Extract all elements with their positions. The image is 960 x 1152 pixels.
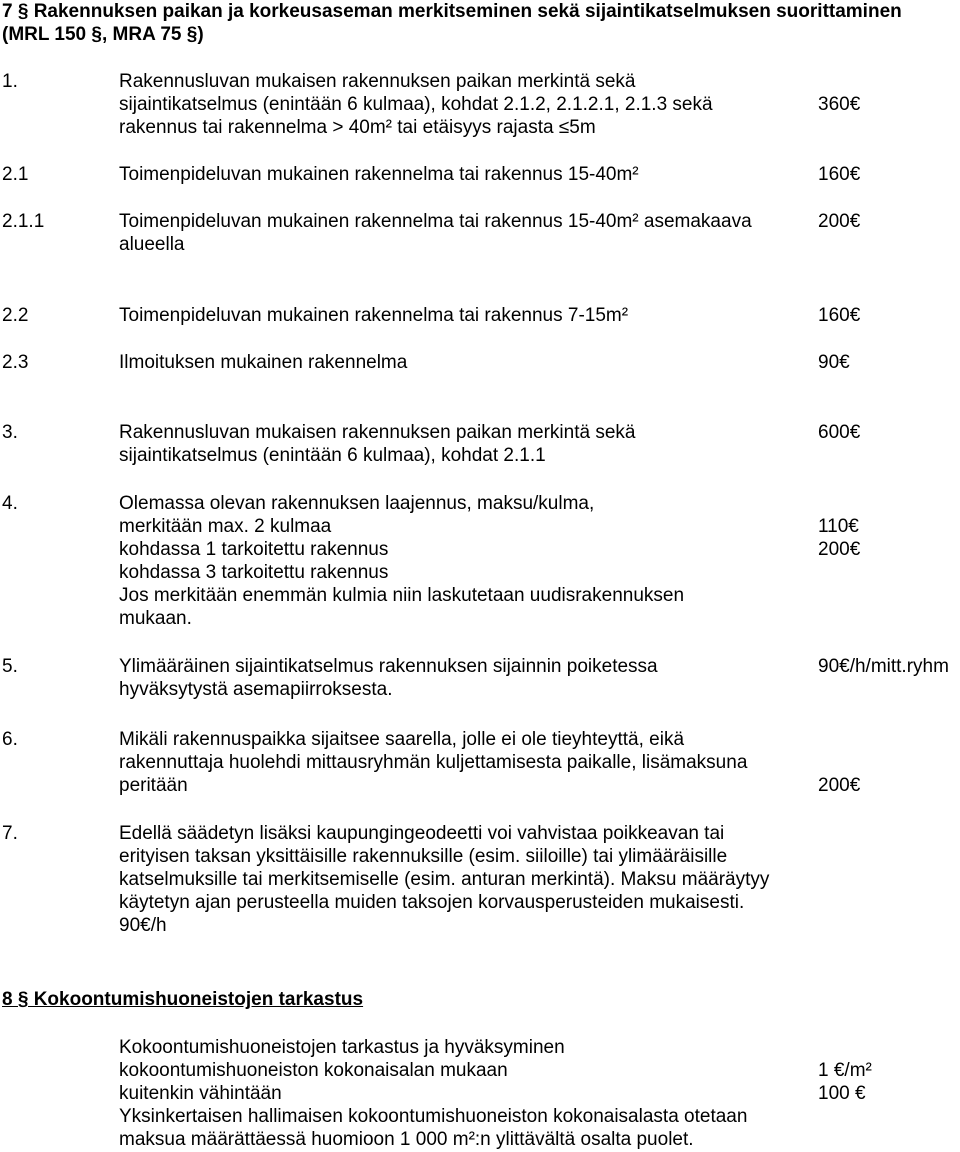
item-3-number: 3. (2, 422, 18, 443)
item-7-text-line1: Edellä säädetyn lisäksi kaupungingeodeetti voi vahvistaa poikkeavan tai (119, 823, 725, 844)
item-7-text-line3: katselmuksille tai merkitsemiselle (esim. anturan merkintä). Maksu määräytyy (119, 869, 770, 890)
section-8-text-line4: Yksinkertaisen hallimaisen kokoontumishuoneiston kokonaisalasta otetaan (119, 1106, 748, 1127)
item-2-3-text: Ilmoituksen mukainen rakennelma (119, 352, 408, 373)
item-3-text-line2: sijaintikatselmus (enintään 6 kulmaa), kohdat 2.1.1 (119, 445, 546, 466)
item-2-2-number: 2.2 (2, 305, 29, 326)
section-8-text-line5: maksua määrättäessä huomioon 1 000 m²:n ylittävältä osalta puolet. (119, 1129, 694, 1150)
item-7-text-line4: käytetyn ajan perusteella muiden taksojen korvausperusteiden mukaisesti. (119, 892, 745, 913)
item-6-text-line1: Mikäli rakennuspaikka sijaitsee saarella, jolle ei ole tieyhteyttä, eikä (119, 729, 685, 750)
section-7-heading-line1: 7 § Rakennuksen paikan ja korkeusaseman merkitseminen sekä sijaintikatselmuksen suorittaminen (2, 1, 902, 22)
item-2-1-price: 160€ (818, 164, 861, 185)
section-8-price-2: 100 € (818, 1083, 866, 1104)
item-2-1-1-text-line2: alueella (119, 234, 185, 255)
item-6-number: 6. (2, 729, 18, 750)
item-4-text-line1: Olemassa olevan rakennuksen laajennus, maksu/kulma, (119, 493, 595, 514)
item-3-text-line1: Rakennusluvan mukaisen rakennuksen paikan merkintä sekä (119, 422, 636, 443)
item-2-1-text: Toimenpideluvan mukainen rakennelma tai rakennus 15-40m² (119, 164, 639, 185)
item-2-3-number: 2.3 (2, 352, 29, 373)
item-4-text-line4: kohdassa 3 tarkoitettu rakennus (119, 562, 389, 583)
item-2-3-price: 90€ (818, 352, 850, 373)
item-1-text-line3: rakennus tai rakennelma > 40m² tai etäisyys rajasta ≤5m (119, 117, 596, 138)
item-6-price: 200€ (818, 775, 861, 796)
item-4-text-line5: Jos merkitään enemmän kulmia niin laskutetaan uudisrakennuksen (119, 585, 685, 606)
item-2-2-price: 160€ (818, 305, 861, 326)
item-4-price-2: 200€ (818, 539, 861, 560)
item-2-1-1-text-line1: Toimenpideluvan mukainen rakennelma tai rakennus 15-40m² asemakaava (119, 211, 752, 232)
section-8-text-line2: kokoontumishuoneiston kokonaisalan mukaan (119, 1060, 508, 1081)
item-2-1-number: 2.1 (2, 164, 29, 185)
item-7-text-line2: erityisen taksan yksittäisille rakennuksille (esim. siiloille) tai ylimääräisille (119, 846, 728, 867)
item-5-price: 90€/h/mitt.ryhm (818, 656, 949, 677)
item-5-text-line2: hyväksytystä asemapiirroksesta. (119, 679, 393, 700)
section-8-text-line1: Kokoontumishuoneistojen tarkastus ja hyväksyminen (119, 1037, 565, 1058)
item-6-text-line2: rakennuttaja huolehdi mittausryhmän kuljettamisesta paikalle, lisämaksuna (119, 752, 748, 773)
item-4-text-line2: merkitään max. 2 kulmaa (119, 516, 332, 537)
item-2-1-1-price: 200€ (818, 211, 861, 232)
item-7-text-line5: 90€/h (119, 915, 167, 936)
item-4-text-line3: kohdassa 1 tarkoitettu rakennus (119, 539, 389, 560)
item-4-number: 4. (2, 493, 18, 514)
item-4-price-1: 110€ (818, 516, 859, 537)
section-8-text-line3: kuitenkin vähintään (119, 1083, 282, 1104)
item-1-number: 1. (2, 71, 18, 92)
item-3-price: 600€ (818, 422, 861, 443)
item-7-number: 7. (2, 823, 18, 844)
item-1-text-line2: sijaintikatselmus (enintään 6 kulmaa), kohdat 2.1.2, 2.1.2.1, 2.1.3 sekä (119, 94, 713, 115)
item-2-1-1-number: 2.1.1 (2, 211, 45, 232)
item-4-text-line6: mukaan. (119, 608, 192, 629)
item-1-text-line1: Rakennusluvan mukaisen rakennuksen paikan merkintä sekä (119, 71, 636, 92)
section-7-heading-line2: (MRL 150 §, MRA 75 §) (2, 24, 204, 45)
item-6-text-line3: peritään (119, 775, 188, 796)
item-1-price: 360€ (818, 94, 861, 115)
item-5-text-line1: Ylimääräinen sijaintikatselmus rakennuksen sijainnin poiketessa (119, 656, 658, 677)
section-8-price-1: 1 €/m² (818, 1060, 872, 1081)
section-8-heading: 8 § Kokoontumishuoneistojen tarkastus (2, 989, 364, 1010)
item-5-number: 5. (2, 656, 18, 677)
item-2-2-text: Toimenpideluvan mukainen rakennelma tai rakennus 7-15m² (119, 305, 629, 326)
